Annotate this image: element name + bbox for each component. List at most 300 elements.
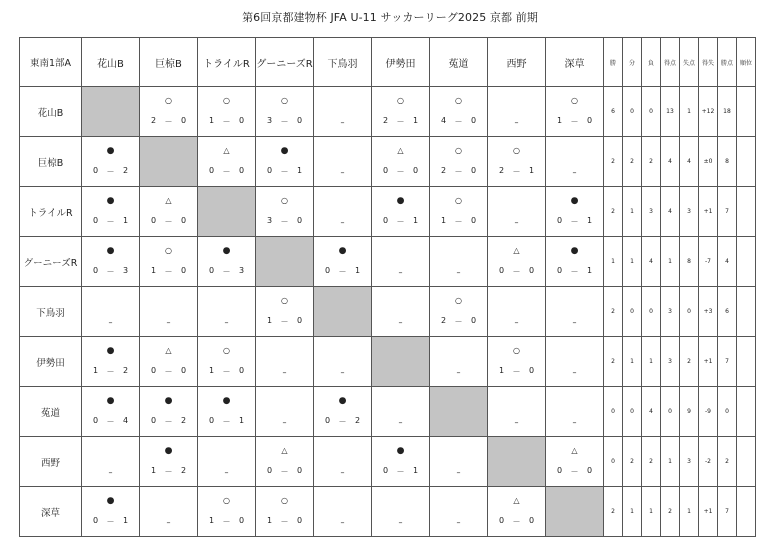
score-against: 0 bbox=[528, 266, 535, 275]
score-separator: － bbox=[106, 267, 115, 276]
match-cell bbox=[488, 387, 546, 437]
score-for: 1 bbox=[266, 316, 273, 325]
stat-cell: 3 bbox=[661, 337, 680, 387]
match-score bbox=[256, 216, 313, 227]
score-for: 0 bbox=[208, 266, 215, 275]
match-score bbox=[82, 366, 139, 377]
score-separator: － bbox=[280, 217, 289, 226]
column-header-stat: 失点 bbox=[680, 38, 699, 87]
match-score bbox=[256, 116, 313, 127]
score-for: 0 bbox=[150, 216, 157, 225]
score-against: 0 bbox=[470, 166, 477, 175]
score-for: 0 bbox=[556, 216, 563, 225]
score-against: 0 bbox=[470, 216, 477, 225]
score-separator: － bbox=[570, 117, 579, 126]
no-result-dash: – bbox=[456, 268, 461, 277]
stat-cell bbox=[737, 437, 756, 487]
stat-cell: 0 bbox=[680, 287, 699, 337]
score-for: 0 bbox=[92, 416, 99, 425]
score-separator: － bbox=[512, 167, 521, 176]
match-cell bbox=[82, 137, 140, 187]
score-against: 4 bbox=[122, 416, 129, 425]
stat-cell bbox=[737, 87, 756, 137]
match-cell bbox=[430, 237, 488, 287]
score-against: 1 bbox=[528, 166, 535, 175]
match-cell bbox=[82, 287, 140, 337]
stat-cell: 1 bbox=[623, 187, 642, 237]
match-score bbox=[82, 516, 139, 527]
match-score bbox=[82, 416, 139, 427]
row-header-team: グーニーズR bbox=[20, 237, 82, 287]
self-match-cell bbox=[488, 437, 546, 487]
stat-cell: -7 bbox=[699, 237, 718, 287]
result-mark: △ bbox=[223, 146, 230, 155]
match-cell bbox=[546, 237, 604, 287]
result-mark: ● bbox=[222, 246, 231, 256]
match-cell bbox=[198, 137, 256, 187]
page-title: 第6回京都建物杯 JFA U-11 サッカーリーグ2025 京都 前期 bbox=[242, 11, 538, 24]
stat-cell bbox=[737, 337, 756, 387]
stat-cell: 2 bbox=[661, 487, 680, 537]
no-result-dash: – bbox=[340, 468, 345, 477]
match-score bbox=[430, 216, 487, 227]
stat-cell: 4 bbox=[642, 237, 661, 287]
row-header-team: 西野 bbox=[20, 437, 82, 487]
score-separator: － bbox=[164, 117, 173, 126]
self-match-cell bbox=[140, 137, 198, 187]
result-mark: ● bbox=[396, 446, 405, 456]
no-result-dash: – bbox=[514, 418, 519, 427]
match-score bbox=[372, 116, 429, 127]
match-cell bbox=[256, 87, 314, 137]
result-mark: ○ bbox=[223, 496, 230, 505]
column-header-team: 花山B bbox=[82, 38, 140, 87]
match-score bbox=[372, 166, 429, 177]
stat-cell: 1 bbox=[680, 487, 699, 537]
score-for: 0 bbox=[92, 266, 99, 275]
column-header-stat: 順位 bbox=[737, 38, 756, 87]
score-against: 2 bbox=[122, 166, 129, 175]
match-cell bbox=[488, 187, 546, 237]
match-score bbox=[140, 266, 197, 277]
match-cell bbox=[430, 87, 488, 137]
result-mark: ● bbox=[106, 146, 115, 156]
score-for: 4 bbox=[440, 116, 447, 125]
match-cell bbox=[488, 337, 546, 387]
match-cell bbox=[82, 187, 140, 237]
score-against: 1 bbox=[238, 416, 245, 425]
match-cell bbox=[372, 487, 430, 537]
score-for: 0 bbox=[92, 166, 99, 175]
no-result-dash: – bbox=[572, 168, 577, 177]
score-against: 0 bbox=[296, 516, 303, 525]
score-separator: － bbox=[106, 517, 115, 526]
stat-cell bbox=[737, 237, 756, 287]
result-mark: ● bbox=[164, 396, 173, 406]
stat-cell: 13 bbox=[661, 87, 680, 137]
no-result-dash: – bbox=[398, 518, 403, 527]
no-result-dash: – bbox=[572, 418, 577, 427]
column-header-stat: 得点 bbox=[661, 38, 680, 87]
stat-cell: 0 bbox=[604, 437, 623, 487]
score-separator: － bbox=[570, 467, 579, 476]
table-row bbox=[20, 437, 756, 487]
result-mark: ● bbox=[106, 496, 115, 506]
score-separator: － bbox=[222, 417, 231, 426]
score-for: 2 bbox=[498, 166, 505, 175]
match-cell bbox=[256, 387, 314, 437]
score-separator: － bbox=[280, 117, 289, 126]
stat-cell: 0 bbox=[623, 87, 642, 137]
result-mark: ○ bbox=[397, 96, 404, 105]
score-for: 2 bbox=[440, 166, 447, 175]
no-result-dash: – bbox=[398, 268, 403, 277]
stat-cell: 2 bbox=[642, 437, 661, 487]
match-cell bbox=[546, 137, 604, 187]
no-result-dash: – bbox=[166, 518, 171, 527]
score-for: 2 bbox=[382, 116, 389, 125]
result-mark: ○ bbox=[455, 196, 462, 205]
score-for: 0 bbox=[208, 416, 215, 425]
score-separator: － bbox=[106, 417, 115, 426]
no-result-dash: – bbox=[456, 468, 461, 477]
match-score bbox=[140, 466, 197, 477]
match-score bbox=[488, 266, 545, 277]
result-mark: ○ bbox=[281, 96, 288, 105]
score-for: 1 bbox=[208, 366, 215, 375]
column-header-team: 深草 bbox=[546, 38, 604, 87]
stat-cell: 8 bbox=[718, 137, 737, 187]
score-against: 0 bbox=[412, 166, 419, 175]
score-against: 0 bbox=[180, 116, 187, 125]
match-cell bbox=[256, 287, 314, 337]
match-score bbox=[140, 216, 197, 227]
match-cell bbox=[430, 487, 488, 537]
match-score bbox=[198, 516, 255, 527]
no-result-dash: – bbox=[340, 168, 345, 177]
stat-cell: 0 bbox=[642, 287, 661, 337]
score-against: 2 bbox=[180, 416, 187, 425]
match-cell bbox=[546, 387, 604, 437]
score-separator: － bbox=[454, 167, 463, 176]
row-header-team: 巨椋B bbox=[20, 137, 82, 187]
match-cell bbox=[256, 137, 314, 187]
column-header-team: 菟道 bbox=[430, 38, 488, 87]
score-for: 1 bbox=[208, 516, 215, 525]
score-separator: － bbox=[454, 217, 463, 226]
match-cell bbox=[256, 337, 314, 387]
score-separator: － bbox=[512, 267, 521, 276]
match-cell bbox=[198, 487, 256, 537]
score-for: 0 bbox=[382, 216, 389, 225]
match-cell bbox=[140, 487, 198, 537]
row-header-team: 深草 bbox=[20, 487, 82, 537]
match-cell bbox=[82, 487, 140, 537]
match-cell bbox=[372, 287, 430, 337]
result-mark: ○ bbox=[513, 146, 520, 155]
stat-cell: 7 bbox=[718, 487, 737, 537]
score-for: 0 bbox=[382, 166, 389, 175]
match-cell bbox=[82, 387, 140, 437]
stat-cell bbox=[737, 187, 756, 237]
stat-cell: +1 bbox=[699, 337, 718, 387]
match-cell bbox=[488, 487, 546, 537]
score-separator: － bbox=[222, 117, 231, 126]
match-score bbox=[198, 166, 255, 177]
match-score bbox=[198, 416, 255, 427]
match-cell bbox=[140, 187, 198, 237]
score-for: 1 bbox=[498, 366, 505, 375]
score-for: 0 bbox=[498, 266, 505, 275]
score-against: 1 bbox=[122, 516, 129, 525]
match-cell bbox=[488, 137, 546, 187]
column-header-team: グーニーズR bbox=[256, 38, 314, 87]
self-match-cell bbox=[198, 187, 256, 237]
score-separator: － bbox=[454, 317, 463, 326]
result-mark: ● bbox=[338, 246, 347, 256]
score-for: 0 bbox=[556, 466, 563, 475]
result-mark: ● bbox=[396, 196, 405, 206]
no-result-dash: – bbox=[514, 318, 519, 327]
result-mark: ● bbox=[106, 396, 115, 406]
match-cell bbox=[198, 287, 256, 337]
match-cell bbox=[314, 337, 372, 387]
table-row bbox=[20, 187, 756, 237]
score-for: 0 bbox=[324, 416, 331, 425]
score-for: 1 bbox=[150, 266, 157, 275]
result-mark: ○ bbox=[281, 496, 288, 505]
score-against: 0 bbox=[296, 116, 303, 125]
score-separator: － bbox=[222, 367, 231, 376]
match-cell bbox=[430, 187, 488, 237]
stat-cell: 1 bbox=[642, 487, 661, 537]
score-against: 1 bbox=[586, 216, 593, 225]
match-score bbox=[140, 366, 197, 377]
match-cell bbox=[198, 337, 256, 387]
stat-cell: 3 bbox=[680, 437, 699, 487]
column-header-team: トライルR bbox=[198, 38, 256, 87]
stat-cell: -2 bbox=[699, 437, 718, 487]
score-against: 0 bbox=[238, 366, 245, 375]
match-score bbox=[546, 266, 603, 277]
match-cell bbox=[256, 437, 314, 487]
stat-cell: 3 bbox=[642, 187, 661, 237]
table-row bbox=[20, 237, 756, 287]
match-score bbox=[372, 466, 429, 477]
stat-cell: ±0 bbox=[699, 137, 718, 187]
score-separator: － bbox=[164, 417, 173, 426]
match-cell bbox=[314, 137, 372, 187]
match-cell bbox=[314, 237, 372, 287]
score-against: 0 bbox=[180, 266, 187, 275]
result-mark: ○ bbox=[281, 196, 288, 205]
result-mark: ○ bbox=[455, 296, 462, 305]
no-result-dash: – bbox=[224, 468, 229, 477]
stat-cell: 9 bbox=[680, 387, 699, 437]
score-against: 0 bbox=[528, 516, 535, 525]
score-separator: － bbox=[222, 267, 231, 276]
match-cell bbox=[546, 437, 604, 487]
stat-cell: 0 bbox=[604, 387, 623, 437]
no-result-dash: – bbox=[572, 368, 577, 377]
result-mark: ● bbox=[106, 196, 115, 206]
score-for: 0 bbox=[556, 266, 563, 275]
score-for: 0 bbox=[92, 516, 99, 525]
self-match-cell bbox=[82, 87, 140, 137]
stat-cell: 2 bbox=[604, 137, 623, 187]
match-cell bbox=[488, 87, 546, 137]
result-mark: ○ bbox=[223, 346, 230, 355]
stat-cell: 7 bbox=[718, 337, 737, 387]
table-row bbox=[20, 387, 756, 437]
result-mark: ● bbox=[222, 396, 231, 406]
score-separator: － bbox=[106, 367, 115, 376]
header-row bbox=[20, 38, 756, 87]
match-cell bbox=[372, 87, 430, 137]
match-score bbox=[546, 216, 603, 227]
match-score bbox=[546, 116, 603, 127]
score-against: 0 bbox=[238, 116, 245, 125]
match-cell bbox=[430, 137, 488, 187]
result-mark: ● bbox=[570, 196, 579, 206]
stat-cell: 0 bbox=[623, 287, 642, 337]
row-header-team: トライルR bbox=[20, 187, 82, 237]
row-header-team: 花山B bbox=[20, 87, 82, 137]
score-separator: － bbox=[164, 267, 173, 276]
match-cell bbox=[372, 437, 430, 487]
stat-cell: 3 bbox=[661, 287, 680, 337]
table-row bbox=[20, 137, 756, 187]
column-header-team: 下鳥羽 bbox=[314, 38, 372, 87]
score-separator: － bbox=[396, 167, 405, 176]
score-separator: － bbox=[512, 367, 521, 376]
column-header-stat: 得失 bbox=[699, 38, 718, 87]
column-header-stat: 勝 bbox=[604, 38, 623, 87]
match-score bbox=[430, 166, 487, 177]
result-mark: ○ bbox=[281, 296, 288, 305]
stat-cell: +12 bbox=[699, 87, 718, 137]
stat-cell bbox=[737, 387, 756, 437]
self-match-cell bbox=[256, 237, 314, 287]
score-against: 1 bbox=[412, 216, 419, 225]
match-cell bbox=[256, 187, 314, 237]
result-mark: ○ bbox=[165, 96, 172, 105]
no-result-dash: – bbox=[224, 318, 229, 327]
match-cell bbox=[198, 237, 256, 287]
no-result-dash: – bbox=[398, 318, 403, 327]
score-for: 0 bbox=[92, 216, 99, 225]
stat-cell: 1 bbox=[604, 237, 623, 287]
score-for: 0 bbox=[208, 166, 215, 175]
stat-cell: 0 bbox=[623, 387, 642, 437]
no-result-dash: – bbox=[340, 118, 345, 127]
match-score bbox=[256, 166, 313, 177]
score-against: 1 bbox=[296, 166, 303, 175]
score-separator: － bbox=[396, 217, 405, 226]
no-result-dash: – bbox=[514, 218, 519, 227]
match-cell bbox=[314, 437, 372, 487]
stat-cell: 2 bbox=[623, 437, 642, 487]
score-against: 0 bbox=[470, 116, 477, 125]
score-against: 2 bbox=[122, 366, 129, 375]
result-mark: ○ bbox=[165, 246, 172, 255]
match-cell bbox=[314, 487, 372, 537]
stat-cell: 1 bbox=[642, 337, 661, 387]
column-header-team: 巨椋B bbox=[140, 38, 198, 87]
table-row bbox=[20, 87, 756, 137]
match-cell bbox=[546, 187, 604, 237]
match-cell bbox=[488, 237, 546, 287]
stat-cell: 6 bbox=[718, 287, 737, 337]
score-against: 1 bbox=[412, 116, 419, 125]
score-for: 0 bbox=[266, 166, 273, 175]
score-against: 2 bbox=[354, 416, 361, 425]
stat-cell: 4 bbox=[661, 187, 680, 237]
stat-cell: 0 bbox=[718, 387, 737, 437]
match-score bbox=[372, 216, 429, 227]
no-result-dash: – bbox=[282, 368, 287, 377]
row-header-team: 下鳥羽 bbox=[20, 287, 82, 337]
stat-cell bbox=[737, 137, 756, 187]
stat-cell: 4 bbox=[718, 237, 737, 287]
score-against: 0 bbox=[296, 216, 303, 225]
match-cell bbox=[82, 337, 140, 387]
score-for: 1 bbox=[150, 466, 157, 475]
stat-cell: 4 bbox=[661, 137, 680, 187]
match-score bbox=[198, 266, 255, 277]
score-for: 1 bbox=[440, 216, 447, 225]
no-result-dash: – bbox=[340, 218, 345, 227]
match-cell bbox=[140, 337, 198, 387]
result-mark: ● bbox=[106, 346, 115, 356]
table-row bbox=[20, 487, 756, 537]
match-cell bbox=[198, 437, 256, 487]
result-mark: △ bbox=[513, 246, 520, 255]
score-separator: － bbox=[570, 267, 579, 276]
match-cell bbox=[314, 187, 372, 237]
match-cell bbox=[488, 287, 546, 337]
result-mark: ○ bbox=[513, 346, 520, 355]
no-result-dash: – bbox=[398, 418, 403, 427]
match-cell bbox=[82, 237, 140, 287]
stat-cell: 1 bbox=[680, 87, 699, 137]
match-cell bbox=[198, 387, 256, 437]
stat-cell: 2 bbox=[623, 137, 642, 187]
match-cell bbox=[82, 437, 140, 487]
result-mark: ○ bbox=[571, 96, 578, 105]
score-for: 3 bbox=[266, 216, 273, 225]
no-result-dash: – bbox=[108, 468, 113, 477]
match-score bbox=[314, 416, 371, 427]
score-separator: － bbox=[396, 467, 405, 476]
stat-cell: +1 bbox=[699, 187, 718, 237]
stat-cell: 2 bbox=[604, 487, 623, 537]
no-result-dash: – bbox=[340, 368, 345, 377]
score-for: 0 bbox=[266, 466, 273, 475]
column-header-stat: 分 bbox=[623, 38, 642, 87]
stat-cell: 1 bbox=[661, 437, 680, 487]
stat-cell: 18 bbox=[718, 87, 737, 137]
match-score bbox=[82, 216, 139, 227]
match-score bbox=[314, 266, 371, 277]
score-separator: － bbox=[396, 117, 405, 126]
result-mark: △ bbox=[165, 196, 172, 205]
stat-cell: 4 bbox=[642, 387, 661, 437]
score-against: 0 bbox=[238, 166, 245, 175]
stat-cell: 2 bbox=[680, 337, 699, 387]
match-score bbox=[488, 366, 545, 377]
result-mark: △ bbox=[571, 446, 578, 455]
